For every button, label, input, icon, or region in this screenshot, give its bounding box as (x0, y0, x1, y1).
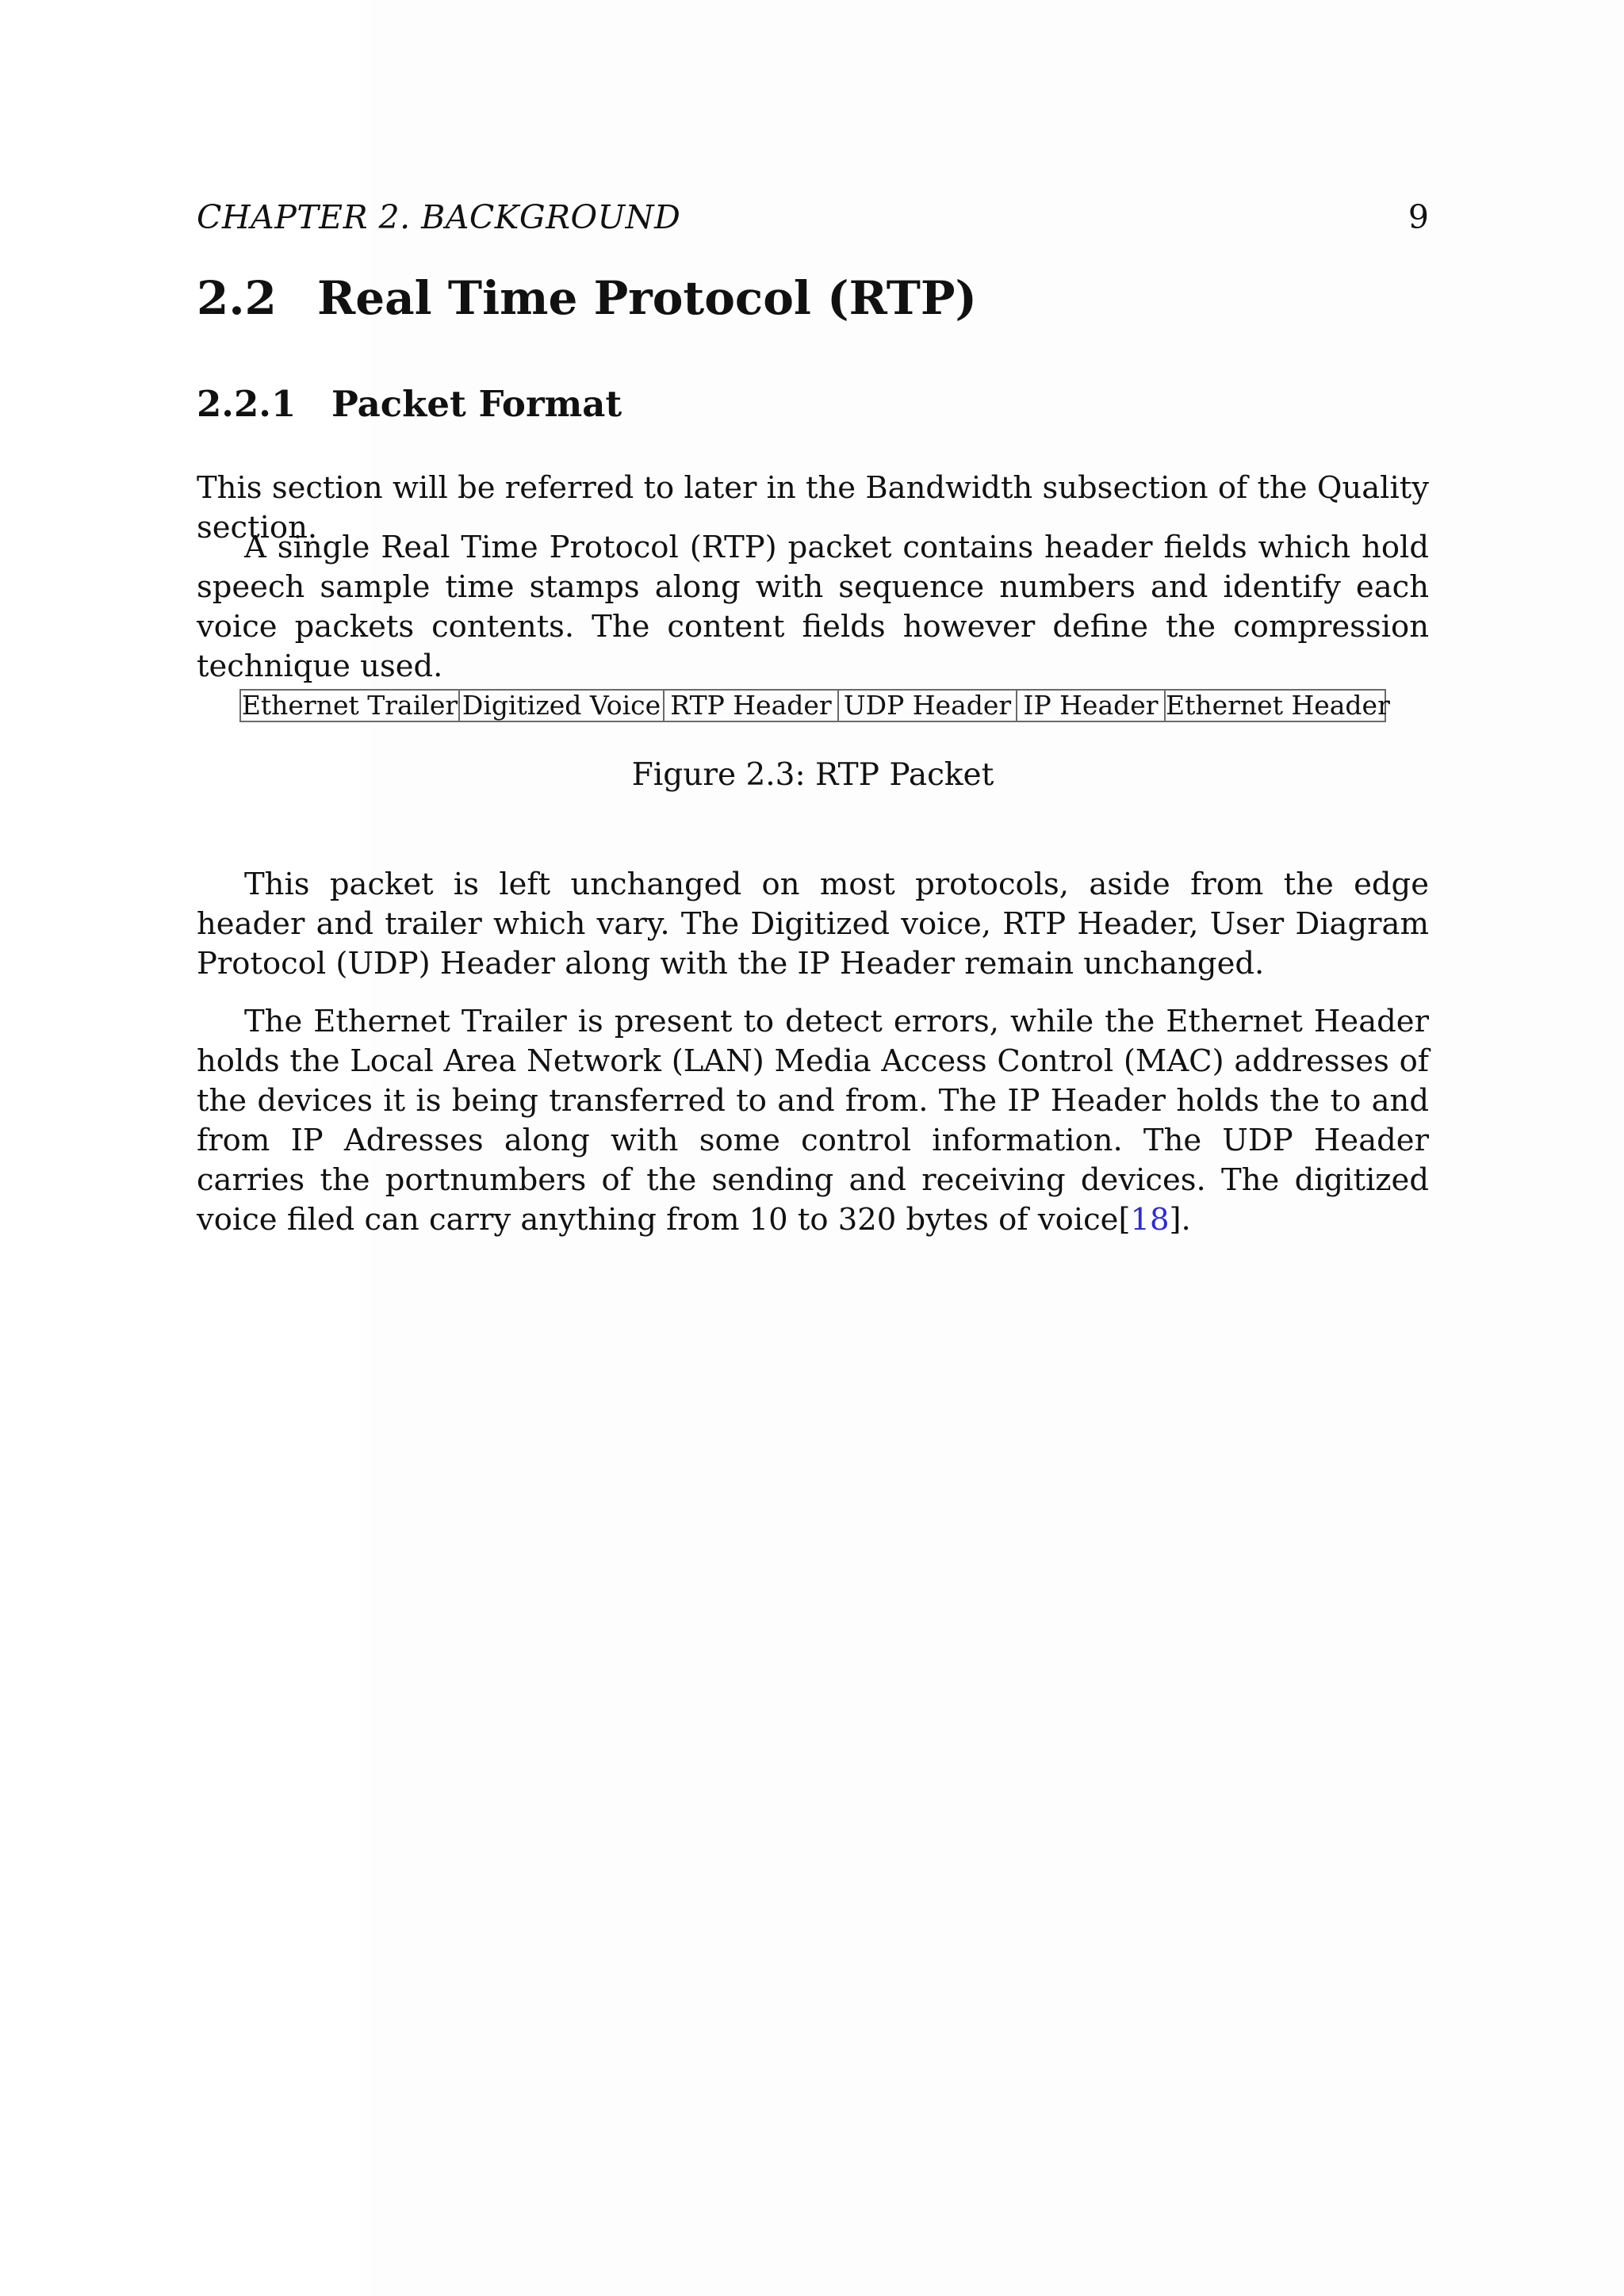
subsection-title: Packet Format (331, 383, 622, 425)
citation-open-bracket: [ (1118, 1202, 1131, 1238)
packet-cell-udp-header: UDP Header (839, 691, 1017, 721)
section-title: Real Time Protocol (RTP) (317, 271, 977, 325)
running-head-chapter: CHAPTER 2. BACKGROUND (197, 198, 681, 236)
packet-cell-ethernet-header: Ethernet Header (1166, 690, 1390, 721)
page-number: 9 (1408, 198, 1429, 236)
packet-cell-digitized-voice: Digitized Voice (460, 691, 665, 721)
paragraph-rtp-description: A single Real Time Protocol (RTP) packet contains header fields which hold speech sample time stamps along with sequence numbers and identify each voice packets contents. The content fields however define the compression technique used. (197, 530, 1429, 684)
paragraph-packet-unchanged: This packet is left unchanged on most protocols, aside from the edge header and trailer which vary. The Digitized voice, RTP Header, User Diagram Protocol (UDP) Header along with the IP Header remain unchanged. (197, 867, 1429, 982)
running-head (197, 197, 1429, 238)
subsection-number: 2.2.1 (197, 383, 297, 425)
packet-cell-ip-header: IP Header (1017, 691, 1166, 721)
packet-cell-rtp-header: RTP Header (665, 691, 839, 721)
subsection-heading (197, 382, 622, 427)
section-heading (197, 270, 977, 327)
citation-link[interactable]: 18 (1130, 1202, 1170, 1238)
section-number: 2.2 (197, 271, 277, 325)
paragraph-field-descriptions (197, 1002, 1429, 1240)
paragraph-intro: This section will be referred to later in the Bandwidth subsection of the Quality section. (197, 470, 1429, 545)
rtp-packet-diagram (239, 689, 1390, 722)
packet-cell-ethernet-trailer: Ethernet Trailer (241, 691, 460, 721)
citation-close: ]. (1169, 1202, 1191, 1238)
paragraph-field-descriptions-text: The Ethernet Trailer is present to detect errors, while the Ethernet Header holds the Local Area Network (LAN) Media Access Control (MAC) addresses of the devices it is being transferred to and from. The IP Header holds the to and from IP Adresses along with some control information. The UDP Header carries the portnumbers of the sending and receiving devices. The digitized voice filed can carry anything from 10 to 320 bytes of voice (197, 1004, 1429, 1238)
figure-caption: Figure 2.3: RTP Packet (631, 757, 994, 793)
